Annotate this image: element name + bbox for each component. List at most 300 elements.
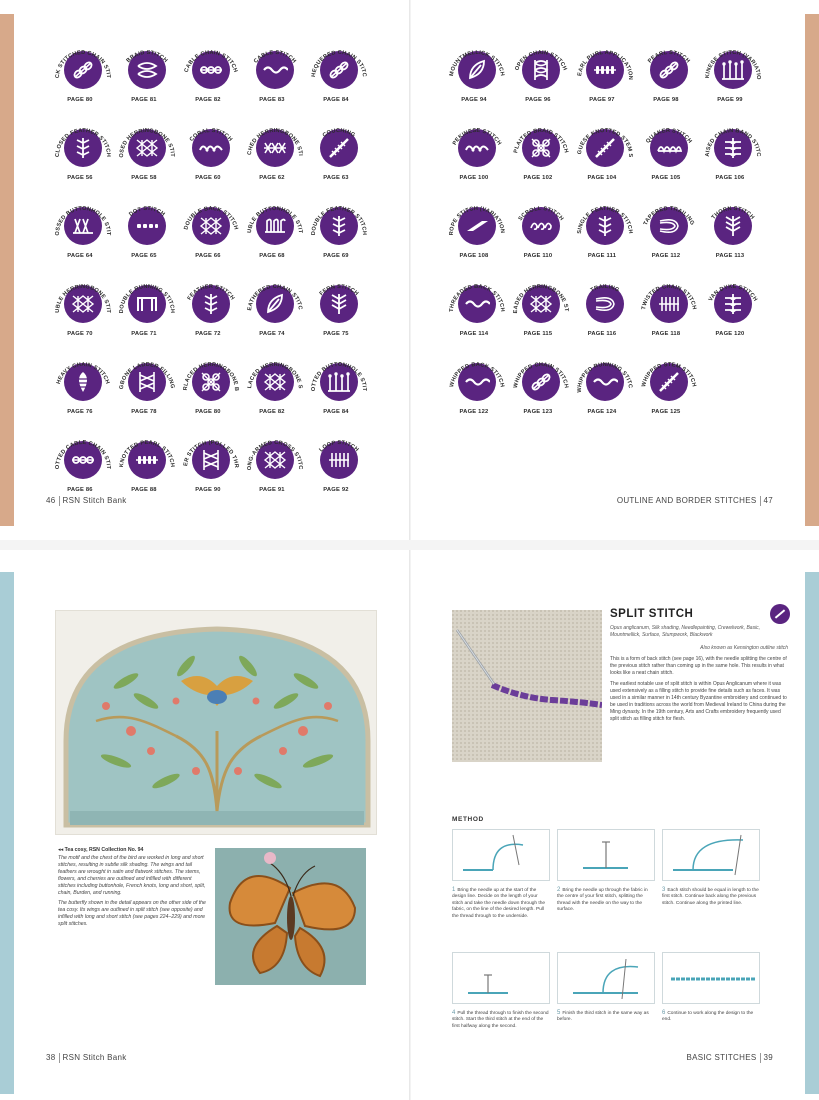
- stitch-name: THREADED HERRINGBONE STITCH: [508, 270, 570, 314]
- stitch-name: CABLE STITCH: [253, 49, 297, 65]
- page-reference: PAGE 78: [131, 409, 157, 415]
- stitch-name: OPEN CHAIN STITCH: [514, 49, 568, 72]
- page-reference: PAGE 108: [459, 253, 489, 259]
- stitch-name-arc: [511, 352, 571, 412]
- spread-gap: [0, 540, 819, 550]
- page-reference: PAGE 62: [259, 175, 285, 181]
- stitch-name-arc: [181, 40, 241, 100]
- page-reference: PAGE 91: [259, 487, 285, 493]
- stitch-disc: [445, 192, 506, 250]
- page-reference: PAGE 63: [323, 175, 349, 181]
- stitch-disc: [114, 114, 176, 172]
- stitch-disc: [306, 36, 368, 94]
- stitch-name: BACK STITCHED CHAIN STITCH: [50, 36, 112, 79]
- stitch-badge: [442, 274, 506, 342]
- stitch-name-arc: [575, 274, 635, 334]
- stitch-name-arc: [511, 196, 571, 256]
- stitch-disc: [700, 114, 762, 172]
- stitch-disc: [117, 196, 171, 250]
- stitch-name: INTERLACED HERRINGBONE BAND: [178, 348, 240, 392]
- stitch-name-arc: [117, 274, 177, 334]
- page-reference: PAGE 116: [587, 331, 617, 337]
- step-diagram: [662, 829, 760, 881]
- stitch-name: SINGLE FEATHER STITCH: [576, 205, 634, 235]
- stitch-name: CROSSED BUTTONHOLE STITCH: [50, 192, 112, 236]
- stitch-name: THREADED BACK STITCH: [448, 283, 506, 313]
- stitch-name: SCROLL STITCH: [517, 205, 565, 223]
- stitch-disc: [181, 118, 235, 172]
- page-reference: PAGE 88: [131, 487, 157, 493]
- stitch-badge: [634, 118, 698, 186]
- stitch-disc: [178, 348, 240, 406]
- step-diagram: [452, 829, 550, 881]
- stitch-name-arc: [309, 118, 369, 178]
- step-diagram: [662, 952, 760, 1004]
- stitch-disc: [639, 196, 696, 250]
- stitch-disc: [306, 348, 368, 406]
- step-number: 6: [662, 1010, 666, 1016]
- stitch-disc: [575, 196, 634, 250]
- stitch-badge: [570, 36, 634, 108]
- stitch-name-arc: [572, 114, 635, 178]
- stitch-disc: [447, 118, 501, 172]
- stitch-name-arc: [445, 192, 507, 256]
- stitch-badge: [570, 348, 634, 420]
- page-fold: [409, 0, 411, 540]
- stitch-name: CLOSED HERRINGBONE STITCH: [114, 114, 176, 158]
- step-diagram: [557, 829, 655, 881]
- page-reference: PAGE 80: [195, 409, 221, 415]
- stitch-name-arc: [447, 352, 507, 412]
- page-reference: PAGE 86: [67, 487, 93, 493]
- stitch-name: ROPE STITCH (VARIATION): [445, 192, 506, 236]
- stitch-badge: [304, 430, 368, 498]
- stitch-name-arc: [700, 36, 763, 100]
- stitch-name: DOUBLE RUNNING STITCH: [118, 283, 176, 314]
- stitch-name: LADDER STITCH (POLLED THREAD): [178, 426, 240, 469]
- butterfly-detail-photo: [215, 848, 366, 985]
- stitch-disc: [447, 352, 505, 406]
- stitch-badge: [176, 348, 240, 420]
- stitch-disc: [117, 274, 176, 328]
- stitch-badge: [48, 118, 112, 186]
- page-reference: PAGE 72: [195, 331, 221, 337]
- stitch-name-arc: [309, 196, 369, 256]
- page-reference: PAGE 122: [459, 409, 489, 415]
- stitch-name: LONG-ARMED CROSS STITCH: [242, 426, 304, 471]
- stitch-name-arc: [242, 192, 305, 256]
- page-reference: PAGE 92: [323, 487, 349, 493]
- folio-right: [687, 1053, 774, 1063]
- page-reference: PAGE 102: [523, 175, 553, 181]
- stitch-disc: [447, 274, 506, 328]
- stitch-name-arc: [700, 114, 763, 178]
- page-reference: PAGE 105: [651, 175, 681, 181]
- step-text: Pull the thread through to finish the second stitch. Start the third stitch at the end of the first halfway along the second.: [452, 1011, 549, 1029]
- stitch-name-arc: [703, 196, 763, 256]
- page-reference: PAGE 118: [651, 331, 681, 337]
- page-reference: PAGE 124: [587, 409, 617, 415]
- page-reference: PAGE 97: [589, 97, 615, 103]
- page-reference: PAGE 99: [717, 97, 743, 103]
- stitch-disc: [53, 118, 112, 172]
- page-reference: PAGE 120: [715, 331, 745, 337]
- stitch-name-arc: [309, 430, 369, 490]
- page-reference: PAGE 82: [195, 97, 221, 103]
- page-reference: PAGE 65: [131, 253, 157, 259]
- bottom-spread: [0, 550, 819, 1100]
- stitch-disc: [572, 114, 634, 172]
- step-number: 2: [557, 887, 561, 893]
- stitch-badge: [698, 196, 762, 264]
- stitch-disc: [573, 36, 634, 94]
- folio-right: [617, 496, 773, 506]
- page-reference: PAGE 64: [67, 253, 93, 259]
- folio-number: 38: [46, 1053, 56, 1063]
- stitch-disc: [511, 352, 569, 406]
- stitch-name: COUCHING: [321, 127, 357, 139]
- stitch-disc: [309, 430, 363, 484]
- caption-paragraph: The motif and the chest of the bird are worked in long and short stitches, resulting in subtle silk shading. The wings and tail feathers are wrought in satin and flatwork stitches. The stems, flowers, and cherries are outlined and infilled with different stitches including buttonhole, French knots, long and short, split, chain, Burden, and running.: [58, 855, 206, 897]
- step-diagram: [557, 952, 655, 1004]
- stitch-disc: [117, 40, 171, 94]
- stitch-badge: [506, 196, 570, 264]
- stitch-disc: [50, 36, 112, 94]
- stitch-name: CABLE CHAIN STITCH: [183, 49, 239, 74]
- stitch-disc: [181, 40, 239, 94]
- stitch-disc: [309, 118, 363, 172]
- stitch-name-arc: [639, 196, 699, 256]
- stitch-name: DOT STITCH: [128, 205, 166, 218]
- stitch-badge: [48, 426, 112, 498]
- page-reference: PAGE 104: [587, 175, 617, 181]
- stitch-badge: [634, 40, 698, 108]
- stitch-badge: [304, 274, 368, 342]
- stitch-disc: [511, 196, 565, 250]
- stitch-badge: [48, 36, 112, 108]
- stitch-badge: [698, 114, 762, 186]
- stitch-name: INTERLACED HERRINGBONE STITCH: [242, 348, 304, 390]
- page-reference: PAGE 75: [323, 331, 349, 337]
- stitch-disc: [114, 348, 176, 406]
- page-reference: PAGE 123: [523, 409, 553, 415]
- stitch-disc: [447, 40, 505, 94]
- page-fold: [409, 550, 411, 1100]
- right-edge-tab: [805, 572, 819, 1094]
- stitch-disc: [242, 270, 303, 328]
- stitch-name: MOUNTMELLICK STITCH: [449, 49, 505, 77]
- stitch-badge: [112, 114, 176, 186]
- stitch-name: TWISTED CHAIN STITCH: [641, 283, 697, 311]
- stitch-name-arc: [245, 40, 305, 100]
- page-reference: PAGE 60: [195, 175, 221, 181]
- stitch-name: DOUBLE BACK STITCH: [183, 205, 239, 231]
- tea-cosy-photo: [55, 610, 377, 835]
- photo-caption: [58, 847, 208, 931]
- page-reference: PAGE 84: [323, 97, 349, 103]
- left-edge-tab: [0, 14, 14, 526]
- stitch-name: FEATHER STITCH: [186, 283, 236, 302]
- stitch-badge: [304, 196, 368, 264]
- stitch-name-arc: [306, 36, 369, 100]
- stitch-disc: [309, 196, 368, 250]
- stitch-name-arc: [447, 274, 507, 334]
- page-reference: PAGE 80: [67, 97, 93, 103]
- stitch-badge: [570, 114, 634, 186]
- stitch-name-arc: [639, 40, 699, 100]
- stitch-disc: [242, 192, 304, 250]
- method-heading: METHOD: [452, 816, 484, 823]
- stitch-name: PEKINESE STITCH (VARIATION): [700, 36, 762, 80]
- caption-title: ◂◂ Tea cosy, RSN Collection No. 94: [58, 847, 144, 853]
- page-reference: PAGE 111: [587, 253, 617, 259]
- step-text: Each stitch should be equal in length to the first stitch. Continue back along the previous stitch. Continue along the printed line.: [662, 888, 759, 906]
- stitch-name: PORTUGUESE KNOTTED STEM STITCH: [572, 114, 634, 158]
- folio-title: RSN Stitch Bank: [62, 1053, 127, 1063]
- step-text: Continue to work along the design to the end.: [662, 1011, 754, 1023]
- stitch-index-grid-right: [442, 36, 762, 420]
- stitch-badge: [112, 430, 176, 498]
- stitch-name-arc: [242, 426, 305, 490]
- page-reference: PAGE 70: [67, 331, 93, 337]
- page-reference: PAGE 71: [131, 331, 157, 337]
- stitch-name-arc: [508, 270, 571, 334]
- stitch-name: CORAL STITCH: [188, 127, 234, 143]
- description-paragraph: The earliest notable use of split stitch is within Opus Anglicanum where it was used extensively as a filling stitch to provide fine details such as faces. It was used in a similar manner in 14th century Byzantine embroidery and continued to be used in traditions across the world from Medieval Ireland to China during the Ming dynasty. In the 19th century, Arts and Crafts embroidery frequently used split stitch as filling stitch for flesh.: [610, 681, 787, 722]
- stitch-disc: [50, 192, 112, 250]
- stitch-badge: [442, 192, 506, 264]
- stitch-name-arc: [53, 352, 113, 412]
- stitch-name-arc: [511, 40, 571, 100]
- caption-paragraph: The butterfly shown in the detail appears on the other side of the tea cosy. Its wings are outlined in split stitch (see opposite) and infilled with long and short stitch (see pages 224–229) and more split stitches.: [58, 900, 206, 928]
- stitch-disc: [639, 118, 693, 172]
- stitch-disc: [639, 352, 697, 406]
- stitch-badge: [634, 352, 698, 420]
- stitch-name-arc: [703, 274, 763, 334]
- stitch-name-arc: [50, 192, 113, 256]
- left-edge-tab: [0, 572, 14, 1094]
- stitch-disc: [575, 274, 629, 328]
- stitch-badge: [48, 352, 112, 420]
- stitch-name-arc: [511, 118, 571, 178]
- stitch-disc: [572, 348, 633, 406]
- stitch-disc: [639, 40, 693, 94]
- page-reference: PAGE 76: [67, 409, 93, 415]
- stitch-name-arc: [181, 118, 241, 178]
- stitch-badge: [112, 196, 176, 264]
- stitch-name-arc: [117, 430, 177, 490]
- stitch-badge: [112, 348, 176, 420]
- stitch-disc: [181, 274, 235, 328]
- folio-title: BASIC STITCHES: [686, 1053, 757, 1063]
- stitch-badge: [506, 40, 570, 108]
- stitch-badge: [698, 274, 762, 342]
- stitch-badge: [48, 192, 112, 264]
- stitch-name: KNOTTED CABLE CHAIN STITCH: [50, 426, 112, 470]
- stitch-disc: [53, 352, 111, 406]
- page-reference: PAGE 81: [131, 97, 157, 103]
- stitch-name: CHEQUERED CHAIN STITCH: [306, 36, 368, 78]
- stitch-name: COUCHED HERRINGBONE STITCH: [242, 114, 304, 157]
- stitch-name-arc: [50, 270, 113, 334]
- stitch-index-grid-left: [48, 36, 368, 498]
- stitch-disc: [703, 196, 757, 250]
- stitch-name-arc: [242, 114, 305, 178]
- stitch-name: CLOSED FEATHER STITCH: [54, 127, 112, 158]
- stitch-name-arc: [572, 348, 635, 412]
- stitch-badge: [112, 274, 176, 342]
- stitch-disc: [117, 430, 176, 484]
- stitch-badge: [176, 40, 240, 108]
- folio-number: 47: [763, 496, 773, 506]
- stitch-badge: [304, 348, 368, 420]
- stitch-name-arc: [53, 118, 113, 178]
- stitch-name-arc: [639, 274, 699, 334]
- stitch-name: TAPERED TRAILING: [642, 205, 696, 227]
- split-stitch-photo: [452, 610, 602, 762]
- stitch-name-arc: [447, 40, 507, 100]
- folio-left: [46, 496, 127, 506]
- stitch-name-arc: [178, 348, 241, 412]
- page-reference: PAGE 115: [523, 331, 553, 337]
- stitch-disc: [639, 274, 697, 328]
- stitch-name: WHIPPED RUNNING STITCH: [572, 348, 633, 393]
- stitch-name-arc: [639, 352, 699, 412]
- stitch-badge: [176, 274, 240, 342]
- stitch-name: DOUBLE FEATHER STITCH: [310, 205, 368, 236]
- stitch-badge: [240, 270, 304, 342]
- page-reference: PAGE 96: [525, 97, 551, 103]
- folio-title: OUTLINE AND BORDER STITCHES: [616, 496, 757, 506]
- step-instruction: [662, 1009, 760, 1024]
- page-reference: PAGE 100: [459, 175, 489, 181]
- stitch-description: [610, 656, 788, 727]
- stitch-badge: [442, 352, 506, 420]
- stitch-name-arc: [181, 274, 241, 334]
- stitch-name: PEARL PURL APPLICATION: [573, 36, 634, 81]
- page-reference: PAGE 66: [195, 253, 221, 259]
- stitch-categories: Opus anglicanum, Silk shading, Needlepainting, Crewelwork, Basic, Mountmellick, Surface, Stumpwork, Blackwork: [610, 625, 761, 638]
- page-reference: PAGE 82: [259, 409, 285, 415]
- stitch-title: SPLIT STITCH: [610, 608, 694, 620]
- stitch-badge: [634, 196, 698, 264]
- stitch-badge: [570, 274, 634, 342]
- stitch-badge: [240, 426, 304, 498]
- step-instruction: [557, 1009, 655, 1024]
- stitch-disc: [700, 36, 762, 94]
- page-reference: PAGE 125: [651, 409, 681, 415]
- page-reference: PAGE 56: [67, 175, 93, 181]
- page-reference: PAGE 106: [715, 175, 745, 181]
- stitch-name: WHIPPED CHAIN STITCH: [512, 361, 569, 389]
- page-reference: PAGE 112: [651, 253, 681, 259]
- stitch-name: THORN STITCH: [710, 205, 756, 221]
- step-number: 3: [662, 887, 666, 893]
- stitch-badge: [506, 352, 570, 420]
- stitch-name-arc: [114, 348, 177, 412]
- stitch-badge: [304, 118, 368, 186]
- stitch-name-arc: [50, 426, 113, 490]
- step-instruction: [557, 886, 655, 914]
- stitch-name: PEARL STITCH: [647, 49, 691, 65]
- stitch-badge: [240, 192, 304, 264]
- page-reference: PAGE 74: [259, 331, 285, 337]
- page-reference: PAGE 113: [715, 253, 745, 259]
- stitch-name: TRAILING: [589, 283, 621, 294]
- step-instruction: [452, 1009, 550, 1030]
- stitch-disc: [309, 274, 363, 328]
- stitch-badge: [304, 36, 368, 108]
- stitch-name-arc: [242, 270, 305, 334]
- stitch-name: DOUBLE HERRINGBONE STITCH: [50, 270, 112, 314]
- page-reference: PAGE 90: [195, 487, 221, 493]
- stitch-name-arc: [178, 426, 241, 490]
- stitch-badge: [442, 118, 506, 186]
- stitch-name-arc: [306, 348, 369, 412]
- stitch-badge: [570, 196, 634, 264]
- folio-number: 39: [763, 1053, 773, 1063]
- page-reference: PAGE 110: [523, 253, 553, 259]
- top-spread: [0, 0, 819, 540]
- stitch-name: LOOP STITCH: [318, 439, 360, 454]
- stitch-name-arc: [181, 196, 241, 256]
- page-reference: PAGE 94: [461, 97, 487, 103]
- stitch-name-arc: [117, 40, 177, 100]
- stitch-disc: [511, 118, 569, 172]
- stitch-badge: [240, 114, 304, 186]
- stitch-badge: [176, 118, 240, 186]
- stitch-badge: [240, 348, 304, 420]
- stitch-name: FERN STITCH: [318, 283, 360, 298]
- stitch-disc: [508, 270, 570, 328]
- stitch-name: WHIPPED STEM STITCH: [641, 361, 697, 388]
- stitch-disc: [50, 426, 112, 484]
- step-number: 1: [452, 887, 456, 893]
- stitch-disc: [703, 274, 757, 328]
- stitch-disc: [242, 348, 304, 406]
- step-instruction: [452, 886, 550, 920]
- stitch-badge: [506, 270, 570, 342]
- stitch-name: VAN DYKE STITCH: [707, 283, 759, 303]
- step-number: 5: [557, 1010, 561, 1016]
- step-number: 4: [452, 1010, 456, 1016]
- stitch-name: PEKINESE STITCH: [451, 127, 503, 147]
- stitch-disc: [181, 196, 239, 250]
- stitch-name-arc: [575, 196, 635, 256]
- stitch-name: FEATHERED CHAIN STITCH: [242, 270, 303, 311]
- page-reference: PAGE 68: [259, 253, 285, 259]
- stitch-name: HERRINGBONE LADDER FILLING STITCH: [114, 348, 176, 391]
- stitch-badge: [698, 36, 762, 108]
- stitch-badge: [176, 426, 240, 498]
- right-edge-tab: [805, 14, 819, 526]
- page-reference: PAGE 114: [459, 331, 489, 337]
- stitch-disc: [50, 270, 112, 328]
- stitch-name-arc: [50, 36, 113, 100]
- stitch-disc: [245, 40, 299, 94]
- folio-number: 46: [46, 496, 56, 506]
- stitch-badge: [634, 274, 698, 342]
- stitch-name-arc: [117, 196, 177, 256]
- step-instruction: [662, 886, 760, 907]
- page-reference: PAGE 84: [323, 409, 349, 415]
- description-paragraph: This is a form of back stitch (see page 16), with the needle splitting the centre of the previous stitch rather than coming up in the same hole. This results in what looks like a neat chain stitch.: [610, 656, 787, 676]
- stitch-name: QUAKER STITCH: [645, 127, 693, 145]
- page-reference: PAGE 69: [323, 253, 349, 259]
- stitch-name: BRAID STITCH: [125, 49, 169, 65]
- stitch-disc: [178, 426, 240, 484]
- split-stitch-icon: [770, 604, 790, 624]
